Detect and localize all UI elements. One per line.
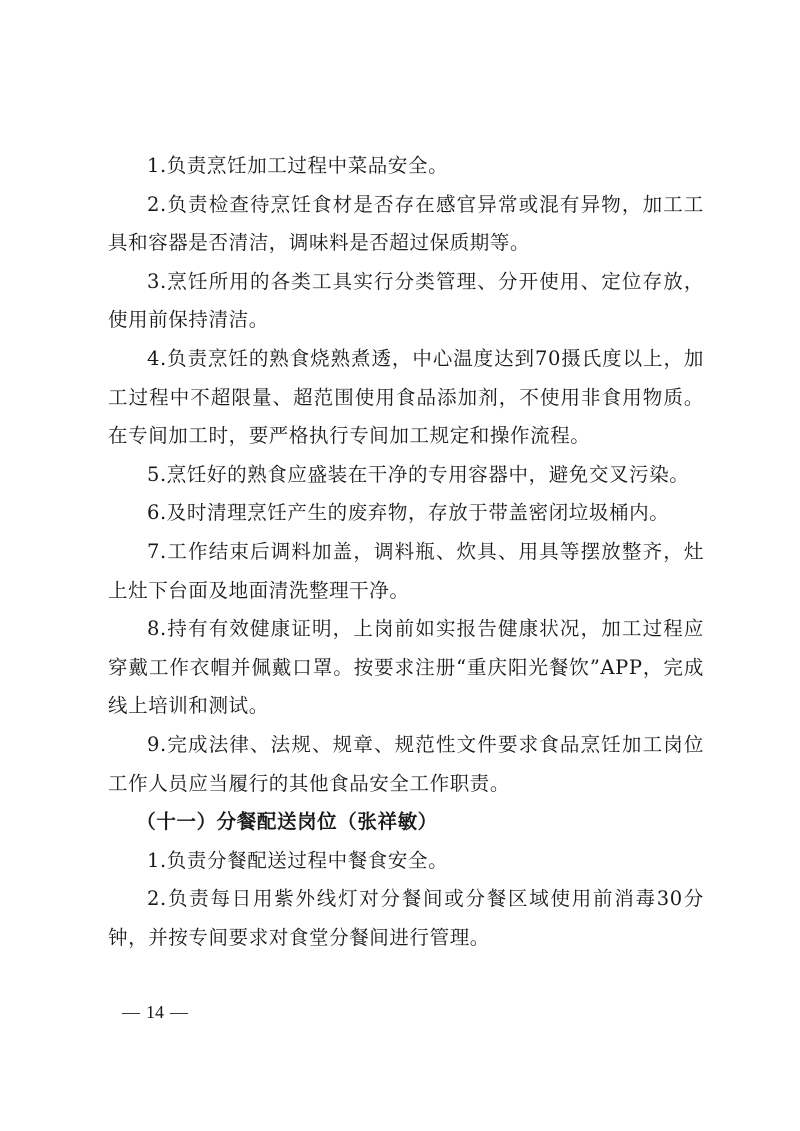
page-number-footer — [122, 1000, 188, 1024]
section-paragraph-1: 1.负责分餐配送过程中餐食安全。 — [147, 848, 449, 872]
page-number: 14 — [146, 1002, 164, 1022]
section-paragraph-2: 2.负责每日用紫外线灯对分餐间或分餐区域使用前消毒30分钟，并按专间要求对食堂分餐间进行管理。 — [108, 887, 704, 949]
page-body — [108, 147, 704, 957]
footer-dash-right: — — [170, 1002, 188, 1022]
paragraph-8: 8.持有有效健康证明，上岗前如实报告健康状况，加工过程应穿戴工作衣帽并佩戴口罩。按要求注册“重庆阳光餐饮”APP，完成线上培训和测试。 — [108, 617, 704, 718]
paragraph-3: 3.烹饪所用的各类工具实行分类管理、分开使用、定位存放，使用前保持清洁。 — [108, 269, 704, 332]
paragraph-5: 5.烹饪好的熟食应盛装在干净的专用容器中，避免交叉污染。 — [147, 462, 690, 486]
paragraph-9: 9.完成法律、法规、规章、规范性文件要求食品烹饪加工岗位工作人员应当履行的其他食品安全工作职责。 — [108, 732, 704, 795]
paragraph-7: 7.工作结束后调料加盖，调料瓶、炊具、用具等摆放整齐，灶上灶下台面及地面清洗整理干净。 — [108, 539, 704, 602]
paragraph-6: 6.及时清理烹饪产生的废弃物，存放于带盖密闭垃圾桶内。 — [147, 501, 670, 525]
paragraph-1: 1.负责烹饪加工过程中菜品安全。 — [147, 154, 449, 177]
paragraph-2: 2.负责检查待烹饪食材是否存在感官异常或混有异物，加工工具和容器是否清洁，调味料是否超过保质期等。 — [108, 192, 704, 255]
footer-dash-left: — — [122, 1002, 140, 1022]
paragraph-4: 4.负责烹饪的熟食烧熟煮透，中心温度达到70摄氏度以上，加工过程中不超限量、超范围使用食品添加剂，不使用非食用物质。在专间加工时，要严格执行专间加工规定和操作流程。 — [108, 346, 704, 448]
section-heading: （十一）分餐配送岗位（张祥敏） — [136, 810, 438, 834]
